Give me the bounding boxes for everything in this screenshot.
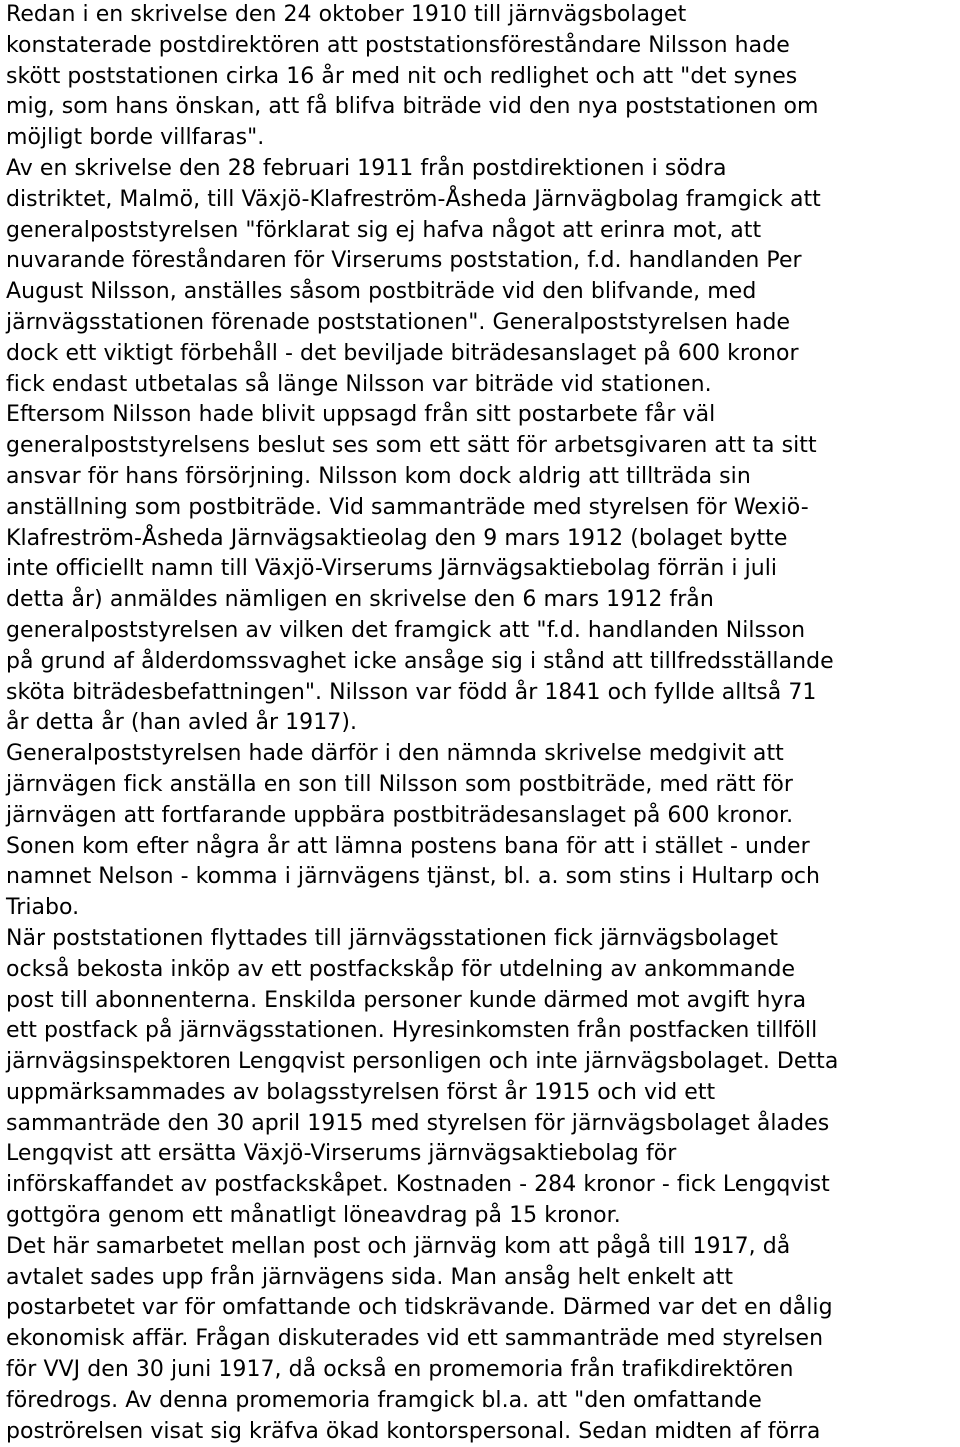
text-line: skött poststationen cirka 16 år med nit och redlighet och att "det synes [6,63,798,89]
text-line: föredrogs. Av denna promemoria framgick bl.a. att "den omfattande [6,1387,762,1413]
text-line: järnvägen att fortfarande uppbära postbiträdesanslaget på 600 kronor. [6,802,794,828]
text-line: Det här samarbetet mellan post och järnväg kom att pågå till 1917, då [6,1233,791,1259]
text-line: August Nilsson, anställes såsom postbiträde vid den blifvande, med [6,279,757,305]
text-line: inte officiellt namn till Växjö-Virserums Järnvägsaktiebolag förrän i juli [6,556,778,582]
text-line: När poststationen flyttades till järnvägsstationen fick järnvägsbolaget [6,925,779,951]
text-line: för VVJ den 30 juni 1917, då också en promemoria från trafikdirektören [6,1357,794,1383]
text-line: Av en skrivelse den 28 februari 1911 från postdirektionen i södra [6,155,727,181]
text-line: generalpoststyrelsens beslut ses som ett sätt för arbetsgivaren att ta sitt [6,433,817,459]
text-line: Redan i en skrivelse den 24 oktober 1910 till järnvägsbolaget [6,2,687,27]
text-line: poströrelsen visat sig kräfva ökad kontorspersonal. Sedan midten af förra [6,1418,821,1444]
text-line: också bekosta inköp av ett postfackskåp för utdelning av ankommande [6,956,796,982]
text-line: generalpoststyrelsen av vilken det framgick att "f.d. handlanden Nilsson [6,617,806,643]
text-line: sköta biträdesbefattningen". Nilsson var född år 1841 och fyllde alltså 71 [6,679,817,705]
text-line: år detta år (han avled år 1917). [6,710,357,736]
text-line: fick endast utbetalas så länge Nilsson var biträde vid stationen. [6,371,712,397]
text-line: Klafreström-Åsheda Järnvägsaktieolag den 9 mars 1912 (bolaget bytte [6,525,788,551]
text-line: järnvägsinspektoren Lengqvist personligen och inte järnvägsbolaget. Detta [6,1049,839,1075]
text-line: gottgöra genom ett månatligt löneavdrag på 15 kronor. [6,1203,621,1229]
text-line: Eftersom Nilsson hade blivit uppsagd från sitt postarbete får väl [6,402,716,428]
text-line: Generalpoststyrelsen hade därför i den nämnda skrivelse medgivit att [6,741,784,767]
text-line: mig, som hans önskan, att få blifva biträde vid den nya poststationen om [6,94,819,120]
text-line: nuvarande föreståndaren för Virserums poststation, f.d. handlanden Per [6,248,802,274]
text-line: uppmärksammades av bolagsstyrelsen först år 1915 och vid ett [6,1079,716,1105]
text-line: dock ett viktigt förbehåll - det beviljade biträdesanslaget på 600 kronor [6,340,799,366]
text-line: Sonen kom efter några år att lämna postens bana för att i stället - under [6,833,810,859]
text-line: postarbetet var för omfattande och tidskrävande. Därmed var det en dålig [6,1295,833,1321]
document-body [6,0,954,1447]
text-line: sammanträde den 30 april 1915 med styrelsen för järnvägsbolaget ålades [6,1110,830,1136]
text-line: på grund af ålderdomssvaghet icke ansåge sig i stånd att tillfredsställande [6,648,834,674]
text-line: generalpoststyrelsen "förklarat sig ej hafva något att erinra mot, att [6,217,762,243]
text-line: namnet Nelson - komma i järnvägens tjänst, bl. a. som stins i Hultarp och [6,864,820,890]
text-line: införskaffandet av postfackskåpet. Kostnaden - 284 kronor - fick Lengqvist [6,1172,830,1198]
text-line: ekonomisk affär. Frågan diskuterades vid ett sammanträde med styrelsen [6,1326,824,1352]
text-line: avtalet sades upp från järnvägens sida. Man ansåg helt enkelt att [6,1264,734,1290]
text-line: distriktet, Malmö, till Växjö-Klafreström-Åsheda Järnvägbolag framgick att [6,186,821,212]
text-line: konstaterade postdirektören att poststationsföreståndare Nilsson hade [6,32,790,58]
text-line: ett postfack på järnvägsstationen. Hyresinkomsten från postfacken tillföll [6,1018,818,1044]
text-line: Lengqvist att ersätta Växjö-Virserums järnvägsaktiebolag för [6,1141,677,1167]
text-line: ansvar för hans försörjning. Nilsson kom dock aldrig att tillträda sin [6,463,751,489]
text-line: möjligt borde villfaras". [6,125,265,151]
text-line: detta år) anmäldes nämligen en skrivelse den 6 mars 1912 från [6,587,714,613]
text-line: post till abonnenterna. Enskilda personer kunde därmed mot avgift hyra [6,987,807,1013]
text-line: Triabo. [6,895,80,921]
text-line: järnvägsstationen förenade poststationen". Generalpoststyrelsen hade [6,309,791,335]
text-line: järnvägen fick anställa en son till Nilsson som postbiträde, med rätt för [6,771,793,797]
text-line: anställning som postbiträde. Vid sammanträde med styrelsen för Wexiö- [6,494,809,520]
